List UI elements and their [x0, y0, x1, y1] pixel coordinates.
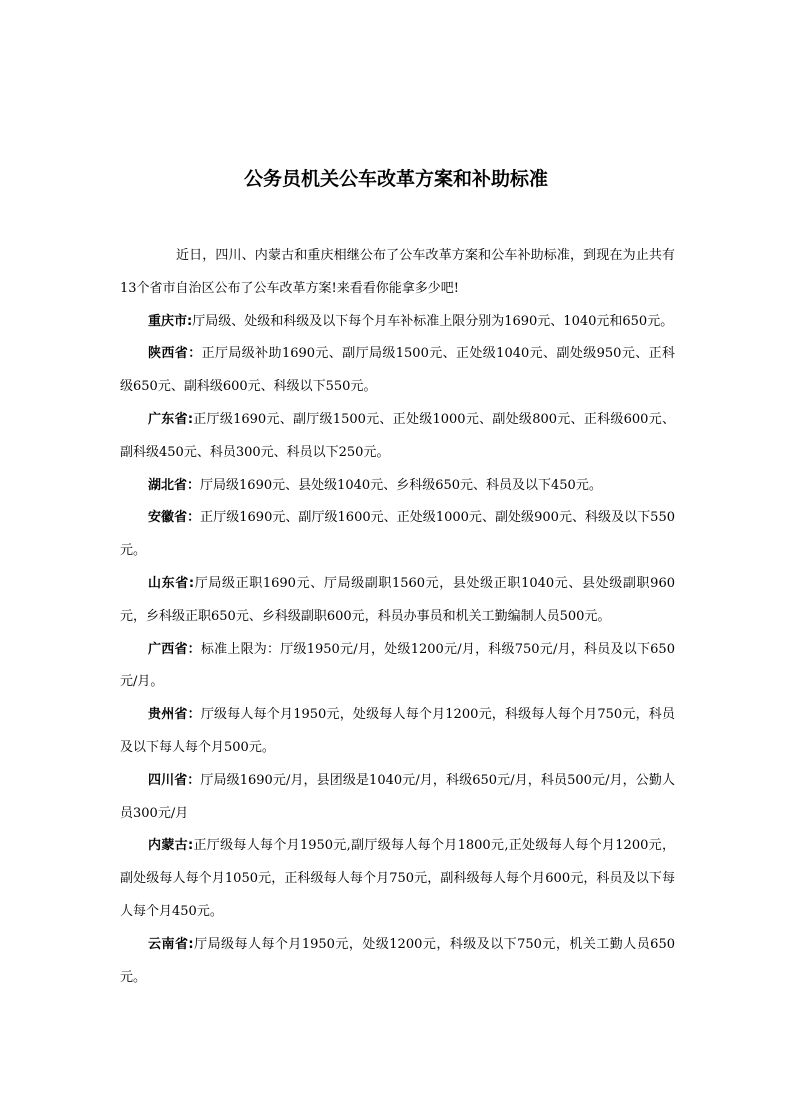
region-label: 内蒙古: — [148, 838, 194, 854]
region-label: 安徽省： — [148, 510, 201, 526]
region-text: 厅局级正职1690元、厅局级副职1560元，县处级正职1040元、县处级副职960元，乡科级正职650元、乡科级副职600元，科员办事员和机关工勤编制人员500元。 — [120, 575, 675, 624]
region-paragraph-hubei — [120, 470, 675, 503]
region-paragraph-neimenggu — [120, 830, 675, 928]
region-text: 正厅级每人每个月1950元,副厅级每人每个月1800元,正处级每人每个月1200元，副处级每人每个月1050元，正科级每人每个月750元，副科级每人每个月600元，科员及以下每人每个月450元。 — [120, 838, 675, 919]
region-paragraph-shandong — [120, 568, 675, 634]
region-paragraph-yunnan — [120, 929, 675, 995]
region-label: 贵州省： — [148, 707, 201, 723]
region-label: 陕西省： — [148, 346, 202, 362]
region-text: 正厅级1690元、副厅级1500元、正处级1000元、副处级800元、正科级600元、副科级450元、科员300元、科员以下250元。 — [120, 411, 675, 460]
region-text: 厅局级每人每个月1950元，处级1200元，科级及以下750元，机关工勤人员650元。 — [120, 936, 675, 985]
document-title: 公务员机关公车改革方案和补助标准 — [243, 168, 548, 190]
region-label: 湖北省： — [148, 477, 201, 493]
region-paragraph-guangdong — [120, 404, 675, 470]
region-paragraph-shaanxi — [120, 338, 675, 404]
region-paragraph-guangxi — [120, 634, 675, 700]
region-paragraph-chongqing — [120, 306, 675, 339]
region-text: 标准上限为：厅级1950元/月，处级1200元/月，科级750元/月，科员及以下650元/月。 — [120, 641, 675, 690]
region-text: 厅局级1690元/月，县团级是1040元/月，科级650元/月，科员500元/月，公勤人员300元/月 — [120, 772, 675, 821]
region-text: 正厅局级补助1690元、副厅局级1500元、正处级1040元、副处级950元、正科级650元、副科级600元、科级以下550元。 — [120, 346, 675, 395]
document-body — [120, 240, 675, 994]
region-paragraph-guizhou — [120, 699, 675, 765]
region-text: 厅局级1690元、县处级1040元、乡科级650元、科员及以下450元。 — [200, 477, 602, 493]
region-label: 云南省: — [148, 936, 194, 952]
region-paragraph-anhui — [120, 502, 675, 568]
region-label: 广西省： — [148, 641, 201, 657]
intro-paragraph: 近日，四川、内蒙古和重庆相继公布了公车改革方案和公车补助标准，到现在为止共有13个省市自治区公布了公车改革方案!来看看你能拿多少吧! — [120, 248, 675, 296]
region-label: 四川省： — [148, 772, 201, 788]
region-label: 山东省: — [148, 575, 195, 591]
region-text: 正厅级1690元、副厅级1600元、正处级1000元、副处级900元、科级及以下550元。 — [120, 510, 675, 559]
region-text: 厅局级、处级和科级及以下每个月车补标准上限分别为1690元、1040元和650元。 — [192, 313, 674, 329]
region-paragraph-sichuan — [120, 765, 675, 831]
region-label: 广东省: — [148, 411, 194, 427]
region-text: 厅级每人每个月1950元，处级每人每个月1200元，科级每人每个月750元，科员及以下每人每个月500元。 — [120, 707, 675, 755]
region-label: 重庆市: — [148, 313, 193, 329]
